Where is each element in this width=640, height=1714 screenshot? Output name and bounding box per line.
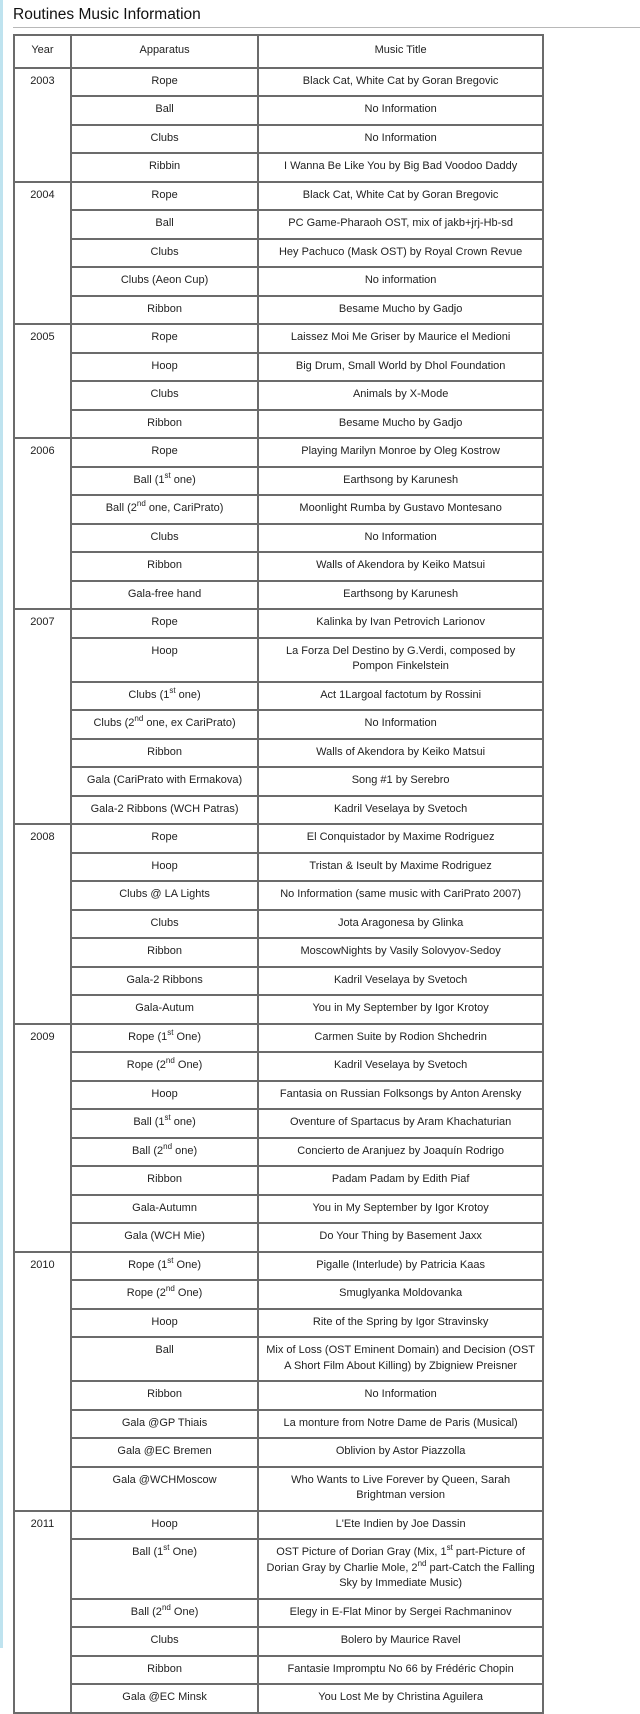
table-row <box>14 1511 543 1540</box>
ordinal-suffix: nd <box>165 1056 175 1065</box>
table-row <box>14 853 543 882</box>
apparatus-cell <box>71 853 258 882</box>
apparatus-text: Ribbon <box>147 745 182 758</box>
table-row <box>14 609 543 638</box>
ordinal-suffix: st <box>164 1113 171 1122</box>
apparatus-text: Ball (2 <box>105 502 137 514</box>
table-row <box>14 1081 543 1110</box>
music-title-cell: Big Drum, Small World by Dhol Foundation <box>258 353 543 382</box>
music-title-cell: You in My September by Igor Krotoy <box>258 1195 543 1224</box>
apparatus-text: Rope (1 <box>128 1258 168 1271</box>
apparatus-text: Gala (CariPrato with Ermakova) <box>86 774 243 786</box>
apparatus-text: Rope <box>151 331 178 343</box>
music-title-text: part-Catch the Falling Sky by Immediate Music) <box>339 1561 535 1589</box>
music-title-cell: I Wanna Be Like You by Big Bad Voodoo Daddy <box>258 153 543 182</box>
apparatus-cell <box>71 210 258 239</box>
table-row <box>14 710 543 739</box>
apparatus-text: Gala-2 Ribbons <box>126 973 203 986</box>
music-title-cell: Kadril Veselaya by Svetoch <box>258 967 543 996</box>
music-title-cell: Earthsong by Karunesh <box>258 581 543 610</box>
year-cell: 2006 <box>14 438 71 609</box>
apparatus-text: Ball <box>155 103 174 115</box>
apparatus-text: Ball (1 <box>132 1546 164 1558</box>
music-title-cell: Mix of Loss (OST Eminent Domain) and Decision (OST A Short Film About Killing) by Zbigniew Preisner <box>258 1337 543 1381</box>
ordinal-suffix: st <box>167 1027 174 1037</box>
apparatus-cell <box>71 1166 258 1195</box>
music-title-cell: La monture from Notre Dame de Paris (Musical) <box>258 1410 543 1439</box>
apparatus-cell <box>71 739 258 768</box>
ordinal-suffix: nd <box>161 1602 171 1612</box>
apparatus-text: Hoop <box>151 1087 178 1100</box>
apparatus-text-rest: One) <box>170 1605 199 1618</box>
apparatus-cell <box>71 1599 258 1628</box>
music-title-cell: Padam Padam by Edith Piaf <box>258 1166 543 1195</box>
year-cell: 2005 <box>14 324 71 438</box>
table-row <box>14 239 543 268</box>
music-title-cell: Hey Pachuco (Mask OST) by Royal Crown Revue <box>258 239 543 268</box>
ordinal-suffix: st <box>167 1255 174 1265</box>
apparatus-cell <box>71 1081 258 1110</box>
table-row <box>14 1309 543 1338</box>
table-row <box>14 1684 543 1713</box>
table-row <box>14 1252 543 1281</box>
music-title-cell <box>258 1539 543 1599</box>
apparatus-cell <box>71 1656 258 1685</box>
music-title-cell: Fantasia on Russian Folksongs by Anton Arensky <box>258 1081 543 1110</box>
apparatus-text-rest: One) <box>173 1030 201 1043</box>
ordinal-suffix: nd <box>163 1141 173 1151</box>
apparatus-cell <box>71 1438 258 1467</box>
music-title-cell: Kadril Veselaya by Svetoch <box>258 1052 543 1081</box>
music-title-cell: You in My September by Igor Krotoy <box>258 995 543 1024</box>
music-title-cell: Act 1Largoal factotum by Rossini <box>258 682 543 711</box>
apparatus-text: Hoop <box>151 1315 178 1328</box>
apparatus-text-rest: One) <box>174 1059 203 1071</box>
music-title-cell: Besame Mucho by Gadjo <box>258 296 543 325</box>
table-row <box>14 125 543 154</box>
table-row <box>14 767 543 796</box>
ordinal-suffix: st <box>169 685 176 695</box>
year-cell: 2011 <box>14 1511 71 1713</box>
apparatus-text: Ribbon <box>147 1388 182 1400</box>
apparatus-text: Gala @EC Minsk <box>122 1691 207 1703</box>
music-title-cell: El Conquistador by Maxime Rodriguez <box>258 824 543 853</box>
table-row <box>14 824 543 853</box>
apparatus-text-rest: One) <box>173 1258 201 1271</box>
apparatus-text: Ball (1 <box>133 1116 165 1128</box>
ordinal-suffix: st <box>163 1543 170 1552</box>
apparatus-text: Gala (WCH Mie) <box>124 1230 205 1242</box>
table-row <box>14 68 543 97</box>
apparatus-cell <box>71 1252 258 1281</box>
music-title-cell: Black Cat, White Cat by Goran Bregovic <box>258 68 543 97</box>
apparatus-cell <box>71 710 258 739</box>
apparatus-cell <box>71 581 258 610</box>
table-row <box>14 1539 543 1599</box>
music-title-cell: Black Cat, White Cat by Goran Bregovic <box>258 182 543 211</box>
apparatus-cell <box>71 1309 258 1338</box>
music-title-cell: You Lost Me by Christina Aguilera <box>258 1684 543 1713</box>
apparatus-cell <box>71 153 258 182</box>
music-title-cell: Elegy in E-Flat Minor by Sergei Rachmaninov <box>258 1599 543 1628</box>
music-title-cell: Do Your Thing by Basement Jaxx <box>258 1223 543 1252</box>
apparatus-text: Gala-free hand <box>127 587 202 600</box>
apparatus-cell <box>71 767 258 796</box>
apparatus-text-rest: One) <box>174 1287 203 1299</box>
apparatus-text-rest: one, CariPrato) <box>145 502 224 514</box>
apparatus-cell <box>71 410 258 439</box>
apparatus-text: Rope <box>151 74 178 87</box>
apparatus-text: Ball (2 <box>131 1144 164 1157</box>
apparatus-cell <box>71 296 258 325</box>
apparatus-text: Gala @GP Thiais <box>121 1416 208 1429</box>
apparatus-text: Clubs (2 <box>93 717 135 729</box>
apparatus-cell <box>71 796 258 825</box>
apparatus-cell <box>71 495 258 524</box>
apparatus-text: Gala-Autum <box>135 1002 194 1014</box>
table-row <box>14 910 543 939</box>
table-row <box>14 467 543 496</box>
table-row <box>14 682 543 711</box>
apparatus-text: Gala-2 Ribbons (WCH Patras) <box>90 802 239 815</box>
apparatus-text: Clubs <box>150 131 179 144</box>
apparatus-cell <box>71 1684 258 1713</box>
page-left-border <box>0 0 3 1648</box>
apparatus-text: Ribbin <box>148 160 181 172</box>
ordinal-suffix: nd <box>134 714 144 723</box>
table-row <box>14 96 543 125</box>
apparatus-cell <box>71 381 258 410</box>
ordinal-suffix: st <box>164 470 171 480</box>
apparatus-cell <box>71 1195 258 1224</box>
table-row <box>14 381 543 410</box>
table-row <box>14 1337 543 1381</box>
ordinal-suffix: nd <box>136 499 146 508</box>
apparatus-text: Ribbon <box>147 302 182 315</box>
apparatus-cell <box>71 239 258 268</box>
table-row <box>14 438 543 467</box>
apparatus-text: Clubs <box>150 530 179 543</box>
table-row <box>14 1195 543 1224</box>
apparatus-text: Hoop <box>151 859 178 872</box>
apparatus-text: Gala @WCHMoscow <box>112 1473 217 1486</box>
column-header-apparatus: Apparatus <box>71 35 258 68</box>
year-cell: 2010 <box>14 1252 71 1511</box>
table-row <box>14 1223 543 1252</box>
apparatus-text: Hoop <box>151 359 178 372</box>
apparatus-text-rest: one) <box>175 688 201 701</box>
apparatus-cell <box>71 995 258 1024</box>
music-title-cell: No information <box>258 267 543 296</box>
apparatus-cell <box>71 1467 258 1511</box>
apparatus-text-rest: one, ex CariPrato) <box>143 717 236 729</box>
table-row <box>14 1381 543 1410</box>
apparatus-text: Ball (1 <box>133 473 165 486</box>
apparatus-cell <box>71 1052 258 1081</box>
ordinal-suffix: nd <box>417 1558 427 1568</box>
table-row <box>14 581 543 610</box>
table-row <box>14 1467 543 1511</box>
table-row <box>14 1438 543 1467</box>
apparatus-text: Ball (2 <box>130 1605 162 1618</box>
music-title-cell: Playing Marilyn Monroe by Oleg Kostrow <box>258 438 543 467</box>
table-row <box>14 267 543 296</box>
music-title-text: OST Picture of Dorian Gray (Mix, 1 <box>276 1546 447 1558</box>
table-row <box>14 995 543 1024</box>
apparatus-cell <box>71 967 258 996</box>
apparatus-text: Ribbon <box>147 1662 182 1675</box>
apparatus-cell <box>71 1024 258 1053</box>
table-row <box>14 938 543 967</box>
apparatus-text: Ribbon <box>147 416 182 429</box>
apparatus-cell <box>71 938 258 967</box>
table-row <box>14 410 543 439</box>
apparatus-text: Clubs <box>150 916 179 929</box>
apparatus-cell <box>71 125 258 154</box>
music-title-cell: MoscowNights by Vasily Solovyov-Sedoy <box>258 938 543 967</box>
music-title-cell: Fantasie Impromptu No 66 by Frédéric Chopin <box>258 1656 543 1685</box>
apparatus-cell <box>71 682 258 711</box>
apparatus-cell <box>71 1223 258 1252</box>
music-title-cell: Oblivion by Astor Piazzolla <box>258 1438 543 1467</box>
apparatus-text: Rope <box>151 188 178 201</box>
apparatus-text: Clubs <box>150 245 179 258</box>
apparatus-text: Rope <box>151 616 178 628</box>
apparatus-text-rest: one) <box>172 1144 198 1157</box>
apparatus-text: Rope <box>151 445 178 457</box>
apparatus-cell <box>71 524 258 553</box>
ordinal-suffix: nd <box>165 1284 175 1293</box>
music-title-cell: No Information <box>258 96 543 125</box>
section-title: Routines Music Information <box>13 5 640 28</box>
year-cell: 2007 <box>14 609 71 824</box>
apparatus-text: Clubs <box>150 1634 179 1646</box>
table-row <box>14 1280 543 1309</box>
apparatus-text: Ribbon <box>147 559 182 571</box>
table-row <box>14 1109 543 1138</box>
table-row <box>14 153 543 182</box>
table-row <box>14 1627 543 1656</box>
music-title-cell: No Information <box>258 710 543 739</box>
table-row <box>14 296 543 325</box>
table-row <box>14 1656 543 1685</box>
apparatus-text: Ribbon <box>147 945 182 957</box>
year-cell: 2009 <box>14 1024 71 1252</box>
apparatus-text: Clubs (Aeon Cup) <box>120 274 209 286</box>
apparatus-cell <box>71 609 258 638</box>
music-title-cell: No Information <box>258 1381 543 1410</box>
apparatus-cell <box>71 68 258 97</box>
music-title-cell: Oventure of Spartacus by Aram Khachaturian <box>258 1109 543 1138</box>
apparatus-cell <box>71 638 258 682</box>
table-row <box>14 524 543 553</box>
music-title-cell: Laissez Moi Me Griser by Maurice el Medioni <box>258 324 543 353</box>
table-row <box>14 967 543 996</box>
apparatus-cell <box>71 1337 258 1381</box>
music-title-cell: Walls of Akendora by Keiko Matsui <box>258 552 543 581</box>
table-row <box>14 638 543 682</box>
apparatus-cell <box>71 824 258 853</box>
apparatus-text-rest: one) <box>170 1116 196 1128</box>
music-title-cell: Concierto de Aranjuez by Joaquín Rodrigo <box>258 1138 543 1167</box>
music-title-cell: Walls of Akendora by Keiko Matsui <box>258 739 543 768</box>
ordinal-suffix: st <box>446 1543 453 1552</box>
music-title-cell: Besame Mucho by Gadjo <box>258 410 543 439</box>
table-header-row <box>14 35 543 68</box>
apparatus-cell <box>71 267 258 296</box>
apparatus-cell <box>71 1410 258 1439</box>
music-title-cell: No Information <box>258 125 543 154</box>
apparatus-cell <box>71 1109 258 1138</box>
table-row <box>14 1052 543 1081</box>
apparatus-cell <box>71 467 258 496</box>
music-title-cell: Jota Aragonesa by Glinka <box>258 910 543 939</box>
music-title-cell: Rite of the Spring by Igor Stravinsky <box>258 1309 543 1338</box>
music-title-cell: Animals by X-Mode <box>258 381 543 410</box>
year-cell: 2008 <box>14 824 71 1024</box>
music-title-cell: Pigalle (Interlude) by Patricia Kaas <box>258 1252 543 1281</box>
apparatus-cell <box>71 353 258 382</box>
table-row <box>14 552 543 581</box>
table-row <box>14 1024 543 1053</box>
music-title-cell: Song #1 by Serebro <box>258 767 543 796</box>
apparatus-cell <box>71 1280 258 1309</box>
apparatus-cell <box>71 438 258 467</box>
apparatus-text-rest: One) <box>169 1546 198 1558</box>
table-row <box>14 495 543 524</box>
apparatus-cell <box>71 1138 258 1167</box>
apparatus-cell <box>71 182 258 211</box>
apparatus-text: Ball <box>155 217 174 229</box>
music-title-cell: La Forza Del Destino by G.Verdi, composed by Pompon Finkelstein <box>258 638 543 682</box>
apparatus-text: Hoop <box>151 1517 178 1530</box>
music-title-cell: Kalinka by Ivan Petrovich Larionov <box>258 609 543 638</box>
table-row <box>14 1138 543 1167</box>
table-row <box>14 353 543 382</box>
music-title-cell: Kadril Veselaya by Svetoch <box>258 796 543 825</box>
table-row <box>14 881 543 910</box>
apparatus-cell <box>71 1539 258 1599</box>
music-title-cell: Earthsong by Karunesh <box>258 467 543 496</box>
table-row <box>14 324 543 353</box>
table-row <box>14 210 543 239</box>
apparatus-cell <box>71 1627 258 1656</box>
apparatus-text-rest: one) <box>170 473 196 486</box>
apparatus-cell <box>71 910 258 939</box>
column-header-year: Year <box>14 35 71 68</box>
apparatus-text: Rope <box>151 831 178 843</box>
music-title-cell: L'Ete Indien by Joe Dassin <box>258 1511 543 1540</box>
apparatus-cell <box>71 881 258 910</box>
music-title-cell: PC Game-Pharaoh OST, mix of jakb+jrj-Hb-sd <box>258 210 543 239</box>
apparatus-text: Rope (2 <box>126 1059 166 1071</box>
year-cell: 2003 <box>14 68 71 182</box>
music-title-cell: No Information <box>258 524 543 553</box>
year-cell: 2004 <box>14 182 71 325</box>
music-title-cell: Smuglyanka Moldovanka <box>258 1280 543 1309</box>
apparatus-text: Rope (1 <box>128 1030 168 1043</box>
apparatus-text: Clubs @ LA Lights <box>119 888 210 900</box>
music-title-cell: Carmen Suite by Rodion Shchedrin <box>258 1024 543 1053</box>
music-title-cell: Moonlight Rumba by Gustavo Montesano <box>258 495 543 524</box>
apparatus-cell <box>71 1511 258 1540</box>
table-row <box>14 796 543 825</box>
column-header-music-title: Music Title <box>258 35 543 68</box>
apparatus-text: Rope (2 <box>126 1287 166 1299</box>
apparatus-text: Clubs (1 <box>128 688 170 701</box>
apparatus-cell <box>71 96 258 125</box>
apparatus-text: Gala-Autumn <box>132 1201 197 1214</box>
routines-music-table <box>13 34 544 1714</box>
table-row <box>14 1410 543 1439</box>
apparatus-cell <box>71 324 258 353</box>
music-title-text: part-Picture of Dorian Gray by Charlie Mole, 2 <box>266 1546 525 1574</box>
table-row <box>14 739 543 768</box>
table-row <box>14 182 543 211</box>
apparatus-text: Ball <box>155 1344 174 1356</box>
apparatus-cell <box>71 552 258 581</box>
apparatus-text: Clubs <box>150 388 179 400</box>
apparatus-cell <box>71 1381 258 1410</box>
apparatus-text: Hoop <box>151 644 178 657</box>
music-title-cell: Who Wants to Live Forever by Queen, Sarah Brightman version <box>258 1467 543 1511</box>
music-title-cell: Tristan & Iseult by Maxime Rodriguez <box>258 853 543 882</box>
apparatus-text: Ribbon <box>147 1173 182 1185</box>
music-title-cell: Bolero by Maurice Ravel <box>258 1627 543 1656</box>
apparatus-text: Gala @EC Bremen <box>117 1445 212 1457</box>
table-row <box>14 1166 543 1195</box>
music-title-cell: No Information (same music with CariPrato 2007) <box>258 881 543 910</box>
table-body <box>14 68 543 1713</box>
table-row <box>14 1599 543 1628</box>
